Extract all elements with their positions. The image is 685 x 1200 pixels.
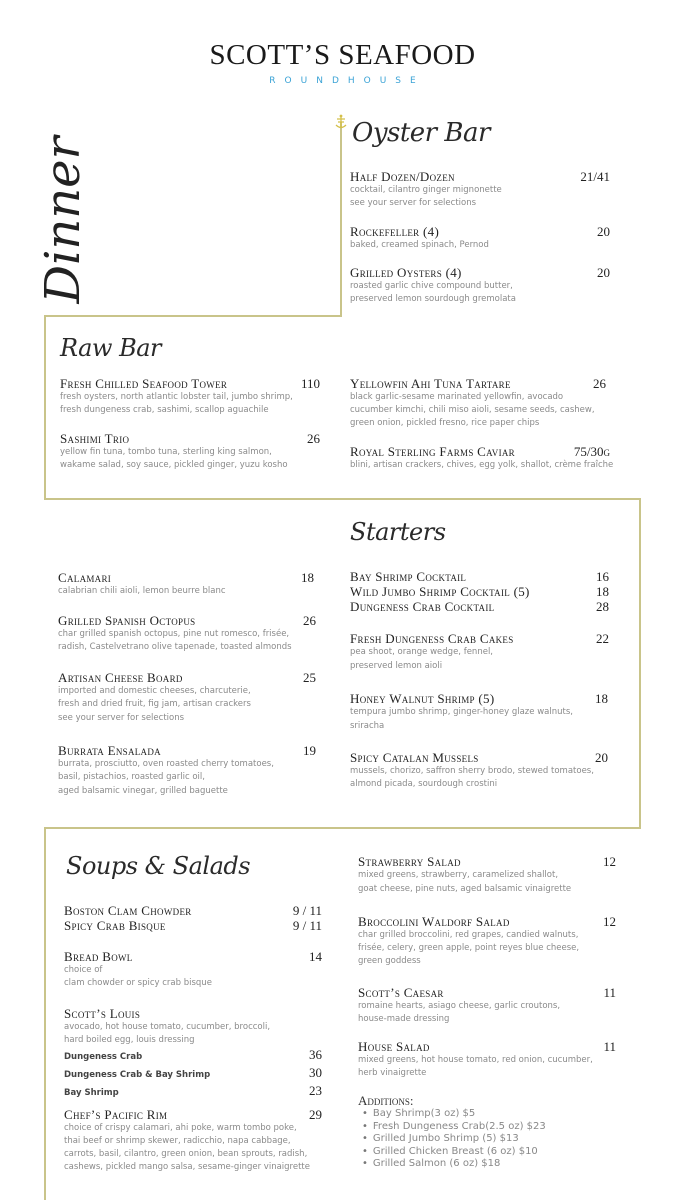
- item-name: Chef’s Pacific Rim: [64, 1107, 168, 1122]
- item-name: House Salad: [358, 1039, 430, 1054]
- item-price: 9 / 11: [292, 903, 322, 918]
- additions-block: [358, 1093, 618, 1171]
- item-price: 11: [603, 985, 616, 1000]
- item-price: 20: [595, 750, 608, 765]
- item-price: 28: [596, 599, 609, 614]
- additions-list: [358, 1108, 618, 1171]
- item-description: baked, creamed spinach, Pernod: [350, 240, 489, 250]
- addition-item: • Grilled Jumbo Shrimp (5) $13: [362, 1133, 618, 1146]
- item-name: Spicy Catalan Mussels: [350, 750, 479, 765]
- item-price: 18: [301, 570, 314, 585]
- item-description: pea shoot, orange wedge, fennel, preserved lemon aioli: [350, 647, 494, 671]
- item-description: mixed greens, hot house tomato, red onion, cucumber, herb vinaigrette: [358, 1055, 593, 1078]
- item-name: Strawberry Salad: [358, 854, 461, 869]
- item-price: 26: [303, 613, 316, 628]
- item-description: blini, artisan crackers, chives, egg yolk, shallot, crème fraîche: [350, 460, 614, 470]
- menu-item: [350, 265, 610, 306]
- menu-item: [350, 584, 609, 599]
- page-label-dinner: [18, 136, 108, 304]
- section-title-oyster-bar: Oyster Bar: [352, 118, 490, 148]
- menu-item: [64, 1107, 322, 1174]
- item-description: char grilled spanish octopus, pine nut romesco, frisée, radish, Castelvetrano olive tapenade, toasted almonds: [58, 629, 292, 652]
- item-price: 21/41: [580, 169, 610, 184]
- item-description: yellow fin tuna, tombo tuna, sterling king salmon, wakame salad, soy sauce, pickled ginger, yuzu kosho: [60, 447, 288, 470]
- item-name: Wild Jumbo Shrimp Cocktail (5): [350, 584, 530, 599]
- menu-item: [60, 376, 320, 417]
- menu-item: [58, 670, 316, 725]
- item-description: mussels, chorizo, saffron sherry brodo, stewed tomatoes, almond picada, sourdough crostini: [350, 766, 594, 789]
- item-name: Honey Walnut Shrimp (5): [350, 691, 495, 706]
- divider-line: [44, 827, 641, 829]
- item-name: Dungeness Crab Cocktail: [350, 599, 495, 614]
- menu-item: [350, 224, 610, 252]
- menu-item: [58, 570, 314, 598]
- item-name: Calamari: [58, 570, 112, 585]
- menu-item: [358, 914, 616, 968]
- divider-line: [340, 122, 342, 316]
- menu-item: [64, 903, 322, 918]
- item-name: Rockefeller (4): [350, 224, 440, 239]
- item-description: imported and domestic cheeses, charcuterie, fresh and dried fruit, fig jam, artisan crackers see your server for selections: [58, 686, 251, 723]
- item-price: 110: [300, 376, 320, 391]
- item-description: tempura jumbo shrimp, ginger-honey glaze walnuts, sriracha: [350, 707, 573, 731]
- menu-item: [58, 743, 316, 798]
- item-name: Grilled Spanish Octopus: [58, 613, 196, 628]
- item-price: 9 / 11: [292, 918, 322, 933]
- item-name: Fresh Chilled Seafood Tower: [60, 376, 228, 391]
- menu-item: [350, 169, 610, 210]
- divider-line: [44, 827, 46, 1200]
- menu-item: [358, 854, 616, 896]
- restaurant-subtitle: ROUNDHOUSE: [269, 76, 425, 86]
- item-price: 11: [603, 1039, 616, 1054]
- item-description: cocktail, cilantro ginger mignonette see your server for selections: [350, 185, 502, 208]
- menu-item: [350, 376, 606, 430]
- item-price: 19: [303, 743, 316, 758]
- item-name: Artisan Cheese Board: [58, 670, 183, 685]
- item-name: Scott’s Louis: [64, 1006, 141, 1021]
- item-price: 20: [597, 265, 610, 280]
- item-price: 75/30g: [573, 444, 610, 459]
- menu-item: [350, 569, 609, 584]
- item-price: 16: [596, 569, 609, 584]
- item-price: 12: [603, 914, 616, 929]
- item-price: 26: [593, 376, 606, 391]
- addition-item: • Bay Shrimp(3 oz) $5: [362, 1108, 618, 1121]
- addition-item: • Fresh Dungeness Crab(2.5 oz) $23: [362, 1121, 618, 1134]
- divider-line: [639, 498, 641, 828]
- item-price: 14: [309, 949, 322, 964]
- item-price: 22: [596, 631, 609, 646]
- addition-item: • Grilled Chicken Breast (6 oz) $10: [362, 1146, 618, 1159]
- item-description: roasted garlic chive compound butter, preserved lemon sourdough gremolata: [350, 281, 516, 304]
- section-title-starters: Starters: [350, 518, 446, 546]
- menu-item: [350, 631, 609, 673]
- menu-item: [358, 985, 616, 1026]
- option-row: Bay Shrimp 23: [64, 1083, 322, 1098]
- item-name: Scott’s Caesar: [358, 985, 444, 1000]
- item-name: Boston Clam Chowder: [64, 903, 192, 918]
- item-description: burrata, prosciutto, oven roasted cherry tomatoes, basil, pistachios, roasted garlic oil, aged balsamic vinegar, grilled baguette: [58, 759, 274, 796]
- menu-item: [64, 918, 322, 933]
- menu-item: [350, 750, 608, 791]
- menu-item: [350, 691, 608, 733]
- item-name: Yellowfin Ahi Tuna Tartare: [350, 376, 511, 391]
- item-name: Broccolini Waldorf Salad: [358, 914, 510, 929]
- addition-item: • Grilled Salmon (6 oz) $18: [362, 1158, 618, 1171]
- item-description: black garlic-sesame marinated yellowfin, avocado cucumber kimchi, chili miso aioli, sesame seeds, cashew, green onion, pickled fresno, rice paper chips: [350, 392, 595, 428]
- divider-line: [44, 315, 342, 317]
- item-name: Spicy Crab Bisque: [64, 918, 166, 933]
- section-title-soups-salads: Soups & Salads: [66, 852, 251, 880]
- menu-item: [60, 431, 320, 472]
- item-price: 26: [307, 431, 320, 446]
- item-description: mixed greens, strawberry, caramelized shallot, goat cheese, pine nuts, aged balsamic vinaigrette: [358, 870, 572, 894]
- item-name: Royal Sterling Farms Caviar: [350, 444, 515, 459]
- item-description: avocado, hot house tomato, cucumber, broccoli, hard boiled egg, louis dressing: [64, 1022, 271, 1045]
- item-price: 18: [596, 584, 609, 599]
- item-description: romaine hearts, asiago cheese, garlic croutons, house-made dressing: [358, 1001, 561, 1024]
- item-description: choice of clam chowder or spicy crab bisque: [64, 965, 212, 988]
- item-name: Fresh Dungeness Crab Cakes: [350, 631, 514, 646]
- menu-item: [64, 1006, 322, 1101]
- item-description: calabrian chili aioli, lemon beurre blanc: [58, 586, 226, 596]
- item-description: fresh oysters, north atlantic lobster tail, jumbo shrimp, fresh dungeness crab, sashimi, scallop aguachile: [60, 392, 293, 415]
- item-name: Grilled Oysters (4): [350, 265, 462, 280]
- brand-logo: [0, 38, 685, 86]
- section-title-raw-bar: Raw Bar: [60, 334, 162, 362]
- item-price: 29: [309, 1107, 322, 1122]
- item-name: Sashimi Trio: [60, 431, 130, 446]
- menu-item: [350, 444, 614, 472]
- divider-line: [44, 498, 640, 500]
- menu-item: [64, 949, 322, 990]
- item-name: Bread Bowl: [64, 949, 133, 964]
- item-description: choice of crispy calamari, ahi poke, warm tombo poke, thai beef or shrimp skewer, radicchio, napa cabbage, carrots, basil, cilantro, green onion, bean sprouts, radish, cashews, pickled mango salsa, sesame-ginger vinaigrette: [64, 1123, 310, 1172]
- menu-item: [358, 1039, 616, 1080]
- additions-title: Additions:: [358, 1093, 414, 1108]
- restaurant-name: SCOTT’S SEAFOOD: [209, 39, 476, 71]
- menu-item: [350, 599, 609, 614]
- anchor-ornament-icon: [334, 114, 348, 130]
- item-price: 20: [597, 224, 610, 239]
- dinner-label: Dinner: [35, 136, 91, 304]
- option-row: Dungeness Crab 36: [64, 1047, 322, 1062]
- item-name: Bay Shrimp Cocktail: [350, 569, 467, 584]
- option-row: Dungeness Crab & Bay Shrimp 30: [64, 1065, 322, 1080]
- item-price: 18: [595, 691, 608, 706]
- item-name: Burrata Ensalada: [58, 743, 161, 758]
- item-price: 25: [303, 670, 316, 685]
- item-description: char grilled broccolini, red grapes, candied walnuts, frisée, celery, green apple, point reyes blue cheese, green goddess: [358, 930, 580, 966]
- divider-line: [44, 315, 46, 500]
- item-price: 12: [603, 854, 616, 869]
- item-name: Half Dozen/Dozen: [350, 169, 455, 184]
- menu-item: [58, 613, 316, 654]
